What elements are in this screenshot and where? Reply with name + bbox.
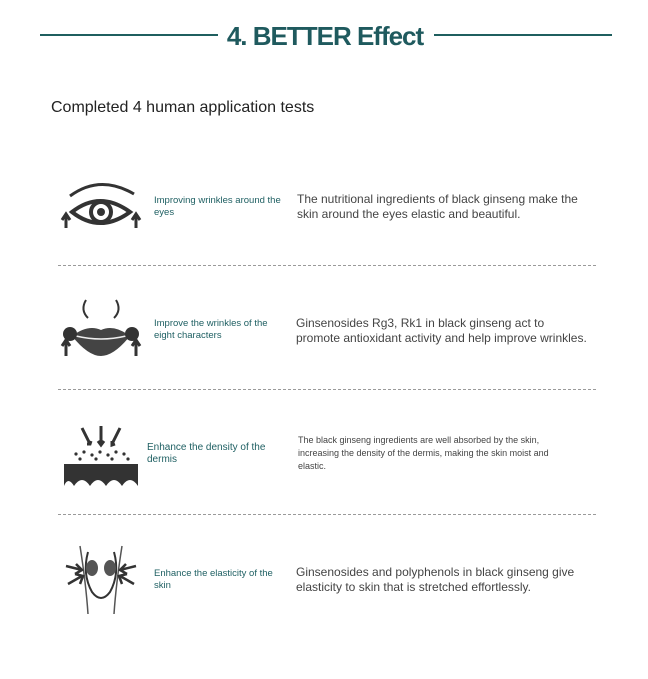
effect-description: The nutritional ingredients of black ginseng make the skin around the eyes elastic and beautiful. — [297, 192, 578, 221]
effect-description: Ginsenosides Rg3, Rk1 in black ginseng act to promote antioxidant activity and help improve wrinkles. — [296, 316, 587, 345]
effect-description: The black ginseng ingredients are well absorbed by the skin, increasing the density of the dermis, making the skin moist and elastic. — [298, 435, 549, 471]
header-rule-right — [434, 34, 612, 36]
section-title: 4. BETTER Effect — [226, 21, 424, 51]
effect-row-dermis — [0, 418, 648, 498]
effect-label: Enhance the density of the dermis — [147, 442, 266, 465]
header-rule-left — [40, 34, 218, 36]
row-divider — [58, 265, 596, 266]
section-header — [0, 18, 648, 54]
effect-label: Improve the wrinkles of the eight characters — [154, 318, 268, 341]
effect-row-elasticity — [0, 540, 648, 620]
dermis-icon — [58, 424, 144, 496]
row-divider — [58, 389, 596, 390]
mouth-icon — [58, 294, 144, 366]
effect-description: Ginsenosides and polyphenols in black ginseng give elasticity to skin that is stretched effortlessly. — [296, 565, 575, 594]
eye-icon — [58, 176, 144, 248]
effect-label: Improving wrinkles around the eyes — [154, 195, 281, 218]
face-lift-icon — [58, 544, 144, 616]
effect-row-mouth — [0, 292, 648, 372]
effect-label: Enhance the elasticity of the skin — [154, 568, 273, 591]
row-divider — [58, 514, 596, 515]
subtitle: Completed 4 human application tests — [51, 99, 315, 116]
effect-row-eyes — [0, 170, 648, 250]
